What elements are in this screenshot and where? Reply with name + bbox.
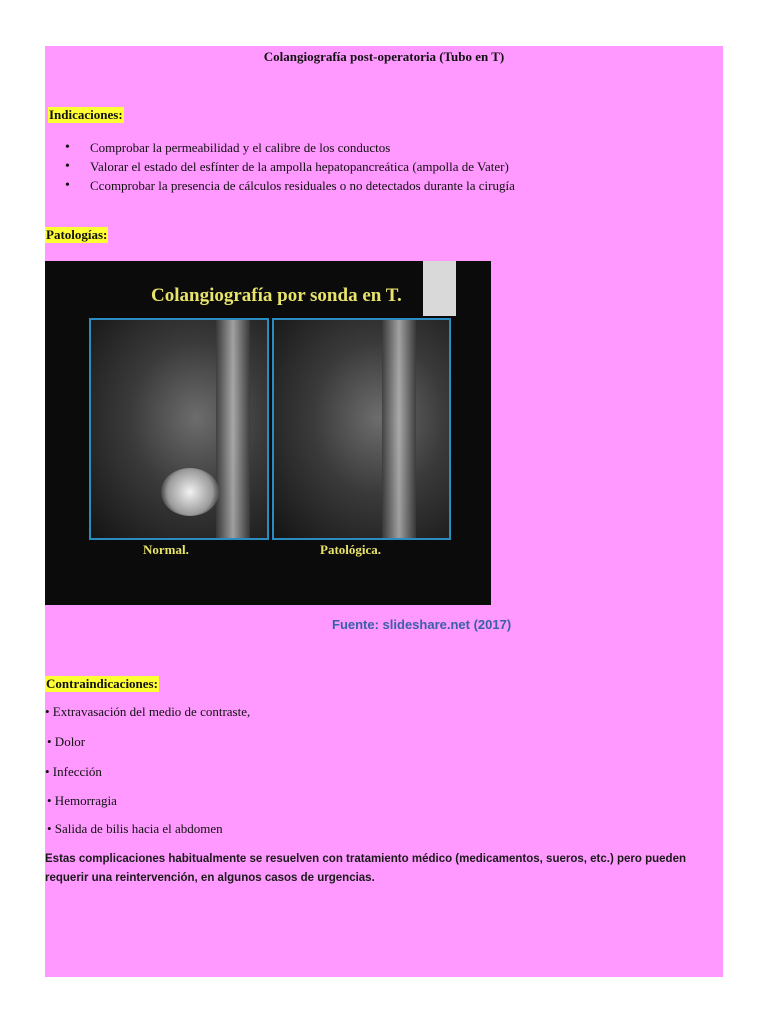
image-source-caption: Fuente: slideshare.net (2017) <box>332 617 512 632</box>
list-item: • Extravasación del medio de contraste, <box>45 704 251 719</box>
document-title: Colangiografía post-operatoria (Tubo en T) <box>263 49 505 64</box>
xray-image <box>45 261 491 605</box>
indicaciones-list <box>65 138 515 195</box>
list-item: • Comprobar la permeabilidad y el calibre de los conductos <box>65 138 515 157</box>
contrast-blob <box>161 468 219 516</box>
indicaciones-heading: Indicaciones: <box>49 107 123 122</box>
xray-image-title: Colangiografía por sonda en T. <box>151 285 402 306</box>
patologias-heading: Patologías: <box>46 227 108 242</box>
list-item: • Salida de bilis hacia el abdomen <box>47 821 223 836</box>
list-item: • Dolor <box>47 734 86 749</box>
contraindicaciones-heading: Contraindicaciones: <box>46 676 158 691</box>
xray-label-normal: Normal. <box>143 542 189 557</box>
complications-note: Estas complicaciones habitualmente se resuelven con tratamiento médico (medicamentos, sueros, etc.) pero pueden requerir una reintervención, en algunos casos de urgencias. <box>45 853 687 884</box>
spine-shadow <box>216 320 250 538</box>
xray-panel-normal <box>89 318 269 540</box>
xray-panel-pathologic <box>272 318 451 540</box>
spine-shadow <box>382 320 416 538</box>
list-item: • Hemorragia <box>47 793 117 808</box>
document-page <box>45 46 723 977</box>
list-item: • Ccomprobar la presencia de cálculos residuales o no detectados durante la cirugía <box>65 176 515 195</box>
image-corner-block <box>423 261 456 316</box>
list-item: • Valorar el estado del esfínter de la ampolla hepatopancreática (ampolla de Vater) <box>65 157 515 176</box>
xray-label-pathologic: Patológica. <box>320 542 382 557</box>
list-item: • Infección <box>45 764 102 779</box>
